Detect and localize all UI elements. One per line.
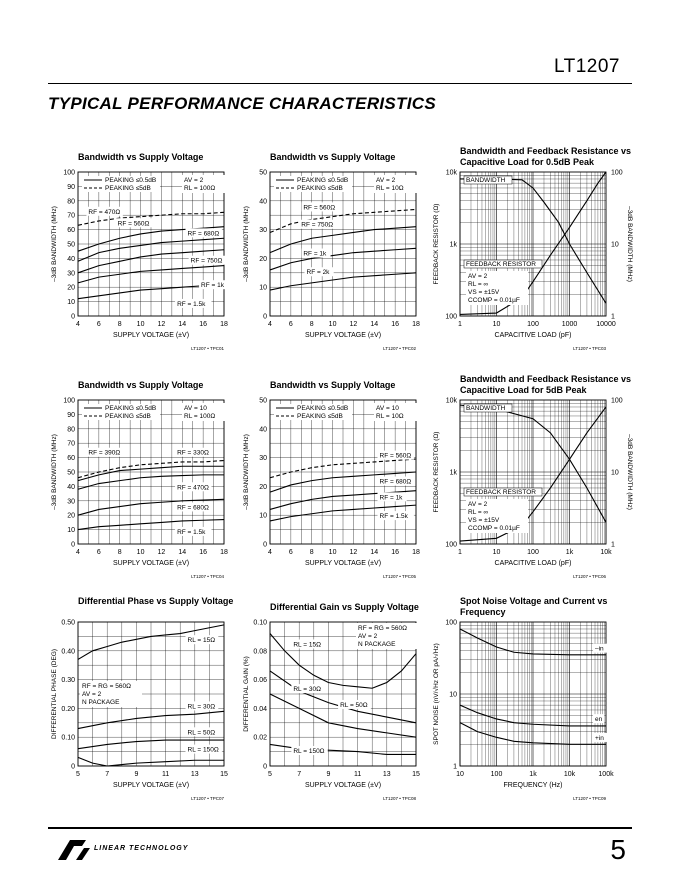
y2-axis-label: –3dB BANDWIDTH (MHz) (626, 434, 633, 510)
x-tick-label: 6 (288, 321, 293, 328)
y-axis-label: SPOT NOISE (nV/√Hz OR pA/√Hz) (433, 643, 440, 745)
curve-label: RF = 1k (201, 282, 224, 290)
y-tick-label: 0 (263, 541, 267, 549)
y2-tick-label: 10 (611, 469, 619, 477)
curve-label: RF = 1k (303, 250, 327, 258)
curve-label: RF = 470Ω (177, 484, 209, 492)
chart-tpc07 (48, 598, 258, 808)
y-axis-label: –3dB BANDWIDTH (MHz) (51, 206, 58, 282)
chart-title: Differential Phase vs Supply Voltage (78, 596, 234, 606)
x-tick-label: 5 (76, 771, 80, 778)
x-tick-label: 12 (157, 549, 166, 556)
legend-label: PEAKING ≤0.5dB (105, 405, 157, 412)
curve-label: RF = 560Ω (117, 220, 150, 228)
curve-label: RL = 30Ω (187, 703, 216, 711)
y-tick-label: 0.06 (253, 677, 267, 685)
condition-text: AV = 2 (82, 691, 102, 698)
x-axis-label: FREQUENCY (Hz) (503, 782, 563, 789)
figure-code: LT1207 • TPC07 (191, 796, 224, 801)
x-axis-label: CAPACITIVE LOAD (pF) (494, 332, 572, 339)
y-tick-label: 60 (67, 227, 75, 235)
y-tick-label: 10 (259, 284, 267, 292)
section-title: TYPICAL PERFORMANCE CHARACTERISTICS (48, 94, 436, 113)
x-tick-label: 13 (190, 771, 199, 778)
y-tick-label: 0 (263, 313, 267, 321)
legend-label: FEEDBACK RESISTOR (466, 261, 536, 268)
x-tick-label: 10k (563, 771, 576, 778)
x-tick-label: 4 (76, 321, 80, 328)
x-tick-label: 18 (412, 321, 420, 328)
x-tick-label: 8 (309, 321, 314, 328)
y-tick-label: 40 (259, 198, 267, 206)
chart-tpc05 (240, 376, 450, 586)
condition-text: AV = 2 (358, 633, 378, 640)
figure-code: LT1207 • TPC09 (573, 796, 606, 801)
y-tick-label: 30 (259, 227, 267, 235)
chart-svg (430, 598, 640, 808)
x-tick-label: 100 (527, 549, 539, 556)
figure-code: LT1207 • TPC08 (383, 796, 416, 801)
y-axis-label: –3dB BANDWIDTH (MHz) (243, 206, 250, 282)
y2-tick-label: 1 (611, 541, 615, 549)
x-tick-label: 10 (456, 771, 464, 778)
y-tick-label: 100 (63, 397, 75, 405)
x-tick-label: 7 (297, 771, 302, 778)
x-tick-label: 100 (490, 771, 503, 778)
x-tick-label: 12 (157, 321, 166, 328)
curve-label: RL = 15Ω (293, 641, 321, 649)
y-axis-label: FEEDBACK RESISTOR (Ω) (433, 431, 440, 513)
y2-tick-label: 10 (611, 241, 619, 249)
condition-text: RL = 10Ω (376, 185, 404, 192)
y-tick-label: 10k (445, 169, 457, 177)
y-tick-label: 0.08 (253, 648, 267, 656)
y-tick-label: 40 (67, 483, 75, 491)
chart-tpc08 (240, 598, 450, 808)
condition-text: RF = RG = 560Ω (358, 625, 407, 632)
y-tick-label: 0.04 (253, 705, 267, 713)
y-tick-label: 10k (445, 397, 457, 405)
logo-text: LINEAR TECHNOLOGY (94, 845, 189, 852)
y-tick-label: 1 (453, 763, 457, 771)
figure-code: LT1207 • TPC06 (573, 574, 606, 579)
y2-tick-label: 100 (611, 169, 623, 177)
y-tick-label: 80 (67, 426, 75, 434)
legend-label: BANDWIDTH (466, 405, 506, 412)
y-tick-label: 0 (71, 541, 75, 549)
chart-tpc02 (240, 148, 450, 358)
curve-label: RF = 470Ω (88, 208, 121, 216)
chart-title: Differential Gain vs Supply Voltage (270, 602, 419, 612)
y-tick-label: 10 (449, 691, 457, 699)
x-tick-label: 1 (458, 321, 462, 328)
y-tick-label: 0 (71, 763, 75, 771)
x-tick-label: 15 (220, 771, 228, 778)
x-axis-label: SUPPLY VOLTAGE (±V) (112, 332, 190, 339)
y-tick-label: 50 (259, 169, 267, 177)
chart-title: Bandwidth and Feedback Resistance vs Capacitive Load for 0.5dB Peak (460, 146, 632, 167)
condition-text: RL = 100Ω (184, 413, 216, 420)
x-tick-label: 8 (117, 549, 122, 556)
x-tick-label: 10 (492, 549, 501, 556)
x-tick-label: 10000 (596, 321, 616, 328)
y-tick-label: 10 (67, 299, 75, 307)
condition-text: VS = ±15V (468, 289, 500, 296)
header-part-number: LT1207 (553, 56, 620, 77)
y-tick-label: 20 (259, 255, 267, 263)
condition-text: RL = ∞ (468, 281, 489, 288)
y-tick-label: 0.10 (253, 619, 267, 627)
condition-text: VS = ±15V (468, 517, 500, 524)
legend-label: PEAKING ≤5dB (105, 413, 151, 420)
condition-text: AV = 10 (184, 405, 207, 412)
figure-code: LT1207 • TPC05 (383, 574, 416, 579)
legend-label: BANDWIDTH (466, 177, 506, 184)
y2-tick-label: 100 (611, 397, 623, 405)
x-tick-label: 4 (76, 549, 80, 556)
x-tick-label: 16 (391, 549, 400, 556)
header-rule (48, 83, 632, 84)
curve-label: –in (595, 645, 604, 653)
x-tick-label: 7 (105, 771, 110, 778)
y-tick-label: 40 (259, 426, 267, 434)
x-tick-label: 14 (178, 549, 187, 556)
y-axis-label: –3dB BANDWIDTH (MHz) (51, 434, 58, 510)
y-tick-label: 1k (449, 469, 457, 477)
y-tick-label: 20 (259, 483, 267, 491)
x-axis-label: SUPPLY VOLTAGE (±V) (304, 782, 382, 789)
x-tick-label: 9 (134, 771, 139, 778)
chart-title: Bandwidth vs Supply Voltage (78, 380, 204, 390)
figure-code: LT1207 • TPC02 (383, 346, 416, 351)
y-tick-label: 90 (67, 183, 75, 191)
legend-label: PEAKING ≤0.5dB (105, 177, 157, 184)
y-axis-label: FEEDBACK RESISTOR (Ω) (433, 203, 440, 285)
legend-label: PEAKING ≤5dB (297, 185, 343, 192)
chart-tpc03 (430, 148, 640, 358)
y-tick-label: 0.02 (253, 734, 267, 742)
chart-svg (430, 148, 640, 358)
legend-label: FEEDBACK RESISTOR (466, 489, 536, 496)
x-tick-label: 10k (600, 549, 612, 556)
y-tick-label: 0.20 (61, 705, 75, 713)
chart-svg (48, 376, 258, 586)
x-tick-label: 4 (268, 549, 272, 556)
curve-label: RL = 150Ω (293, 748, 325, 756)
x-axis-label: SUPPLY VOLTAGE (±V) (112, 782, 190, 789)
curve-label: RF = 680Ω (379, 478, 412, 486)
x-tick-label: 16 (199, 549, 208, 556)
chart-title: Bandwidth and Feedback Resistance vs Capacitive Load for 5dB Peak (460, 374, 632, 395)
curve-label: RF = 560Ω (379, 452, 412, 460)
y-tick-label: 20 (67, 512, 75, 520)
y-tick-label: 30 (259, 455, 267, 463)
curve-label: RL = 50Ω (187, 729, 216, 737)
legend-label: PEAKING ≤0.5dB (297, 405, 349, 412)
curve-label: RF = 1.5k (379, 513, 408, 521)
x-tick-label: 8 (309, 549, 314, 556)
curve-label: RF = 1k (379, 494, 403, 502)
chart-tpc01 (48, 148, 258, 358)
x-tick-label: 1k (565, 549, 574, 556)
x-tick-label: 10 (328, 549, 337, 556)
y-tick-label: 100 (445, 619, 457, 627)
x-tick-label: 18 (220, 321, 228, 328)
legend-label: PEAKING ≤5dB (105, 185, 151, 192)
x-tick-label: 10 (136, 321, 145, 328)
chart-tpc09 (430, 598, 640, 808)
curve-label: RF = 750Ω (190, 257, 223, 265)
y-tick-label: 70 (67, 440, 75, 448)
y-axis-label: DIFFERENTIAL PHASE (DEG) (51, 648, 58, 740)
chart-svg (430, 376, 640, 586)
y-tick-label: 100 (445, 541, 457, 549)
y-tick-label: 1k (449, 241, 457, 249)
y-tick-label: 60 (67, 455, 75, 463)
y-tick-label: 0.40 (61, 648, 75, 656)
curve-label: RL = 150Ω (187, 746, 219, 754)
x-tick-label: 18 (220, 549, 228, 556)
x-tick-label: 16 (391, 321, 400, 328)
y2-tick-label: 1 (611, 313, 615, 321)
y-tick-label: 100 (445, 313, 457, 321)
y-tick-label: 80 (67, 198, 75, 206)
x-tick-label: 13 (382, 771, 391, 778)
curve-label: RF = 2k (306, 269, 330, 277)
curve-label: RF = 330Ω (177, 449, 209, 457)
y-tick-label: 0.30 (61, 677, 75, 685)
chart-tpc04 (48, 376, 258, 586)
curve-label: RF = 750Ω (301, 221, 334, 229)
y-axis-label: DIFFERENTIAL GAIN (%) (243, 656, 250, 732)
chart-svg (48, 148, 258, 358)
y-tick-label: 50 (259, 397, 267, 405)
x-axis-label: SUPPLY VOLTAGE (±V) (112, 560, 190, 567)
y-tick-label: 0 (71, 313, 75, 321)
chart-title: Bandwidth vs Supply Voltage (270, 380, 396, 390)
y-tick-label: 40 (67, 255, 75, 263)
y-tick-label: 30 (67, 270, 75, 278)
x-tick-label: 1 (458, 549, 462, 556)
condition-text: N PACKAGE (358, 641, 396, 648)
x-tick-label: 1000 (561, 321, 578, 328)
footer-rule (48, 827, 632, 829)
condition-text: RL = ∞ (468, 509, 489, 516)
y-axis-label: –3dB BANDWIDTH (MHz) (243, 434, 250, 510)
x-tick-label: 18 (412, 549, 420, 556)
page-number: 5 (610, 834, 626, 865)
y-tick-label: 0.50 (61, 619, 75, 627)
x-axis-label: SUPPLY VOLTAGE (±V) (304, 332, 382, 339)
x-tick-label: 4 (268, 321, 272, 328)
y-tick-label: 10 (259, 512, 267, 520)
y-tick-label: 50 (67, 469, 75, 477)
condition-text: AV = 2 (376, 177, 396, 184)
chart-title: Bandwidth vs Supply Voltage (270, 152, 396, 162)
x-tick-label: 10 (492, 321, 501, 328)
curve-label: RL = 15Ω (187, 637, 216, 645)
x-tick-label: 11 (353, 771, 362, 778)
x-tick-label: 14 (370, 321, 379, 328)
chart-svg (240, 148, 450, 358)
chart-title: Bandwidth vs Supply Voltage (78, 152, 204, 162)
chart-svg (240, 376, 450, 586)
linear-technology-logo (56, 836, 189, 864)
x-tick-label: 14 (178, 321, 187, 328)
y-tick-label: 20 (67, 284, 75, 292)
chart-svg (48, 598, 258, 808)
x-tick-label: 16 (199, 321, 208, 328)
x-tick-label: 9 (326, 771, 331, 778)
legend-label: PEAKING ≤0.5dB (297, 177, 349, 184)
x-tick-label: 6 (288, 549, 293, 556)
y-tick-label: 10 (67, 527, 75, 535)
x-tick-label: 12 (349, 321, 358, 328)
figure-code: LT1207 • TPC03 (573, 346, 606, 351)
y-tick-label: 50 (67, 241, 75, 249)
x-tick-label: 100k (598, 771, 614, 778)
x-tick-label: 6 (96, 321, 101, 328)
curve-label: RL = 30Ω (293, 686, 321, 694)
x-axis-label: CAPACITIVE LOAD (pF) (494, 560, 572, 567)
y2-axis-label: –3dB BANDWIDTH (MHz) (626, 206, 633, 282)
curve-label: RF = 560Ω (303, 204, 336, 212)
x-tick-label: 15 (412, 771, 420, 778)
curve-label: RF = 1.5k (177, 300, 206, 308)
x-tick-label: 14 (370, 549, 379, 556)
curve-label: RF = 680Ω (187, 230, 220, 238)
x-tick-label: 10 (328, 321, 337, 328)
condition-text: AV = 10 (376, 405, 399, 412)
figure-code: LT1207 • TPC01 (191, 346, 224, 351)
curve-label: en (595, 716, 603, 724)
y-tick-label: 100 (63, 169, 75, 177)
condition-text: CCOMP = 0.01µF (468, 525, 520, 532)
x-axis-label: SUPPLY VOLTAGE (±V) (304, 560, 382, 567)
condition-text: AV = 2 (184, 177, 204, 184)
x-tick-label: 1k (529, 771, 537, 778)
curve-label: RF = 1.5k (177, 528, 206, 536)
x-tick-label: 8 (117, 321, 122, 328)
condition-text: CCOMP = 0.01µF (468, 297, 520, 304)
y-tick-label: 0.10 (61, 734, 75, 742)
x-tick-label: 6 (96, 549, 101, 556)
chart-title: Spot Noise Voltage and Current vs Frequency (460, 596, 608, 617)
y-tick-label: 70 (67, 212, 75, 220)
condition-text: RL = 100Ω (184, 185, 216, 192)
condition-text: N PACKAGE (82, 699, 120, 706)
x-tick-label: 12 (349, 549, 358, 556)
curve-label: RF = 680Ω (177, 504, 209, 512)
x-tick-label: 11 (161, 771, 170, 778)
legend-label: PEAKING ≤5dB (297, 413, 343, 420)
x-tick-label: 100 (527, 321, 539, 328)
chart-svg (240, 598, 450, 808)
x-tick-label: 5 (268, 771, 272, 778)
condition-text: AV = 2 (468, 273, 488, 280)
y-tick-label: 0 (263, 763, 267, 771)
y-tick-label: 30 (67, 498, 75, 506)
curve-label: RF = 390Ω (88, 449, 121, 457)
condition-text: AV = 2 (468, 501, 488, 508)
condition-text: RL = 10Ω (376, 413, 404, 420)
x-tick-label: 10 (136, 549, 145, 556)
figure-code: LT1207 • TPC04 (191, 574, 224, 579)
curve-label: +in (595, 734, 604, 742)
condition-text: RF = RG = 560Ω (82, 683, 131, 690)
curve-label: RL = 50Ω (340, 701, 368, 709)
chart-tpc06 (430, 376, 640, 586)
y-tick-label: 90 (67, 411, 75, 419)
